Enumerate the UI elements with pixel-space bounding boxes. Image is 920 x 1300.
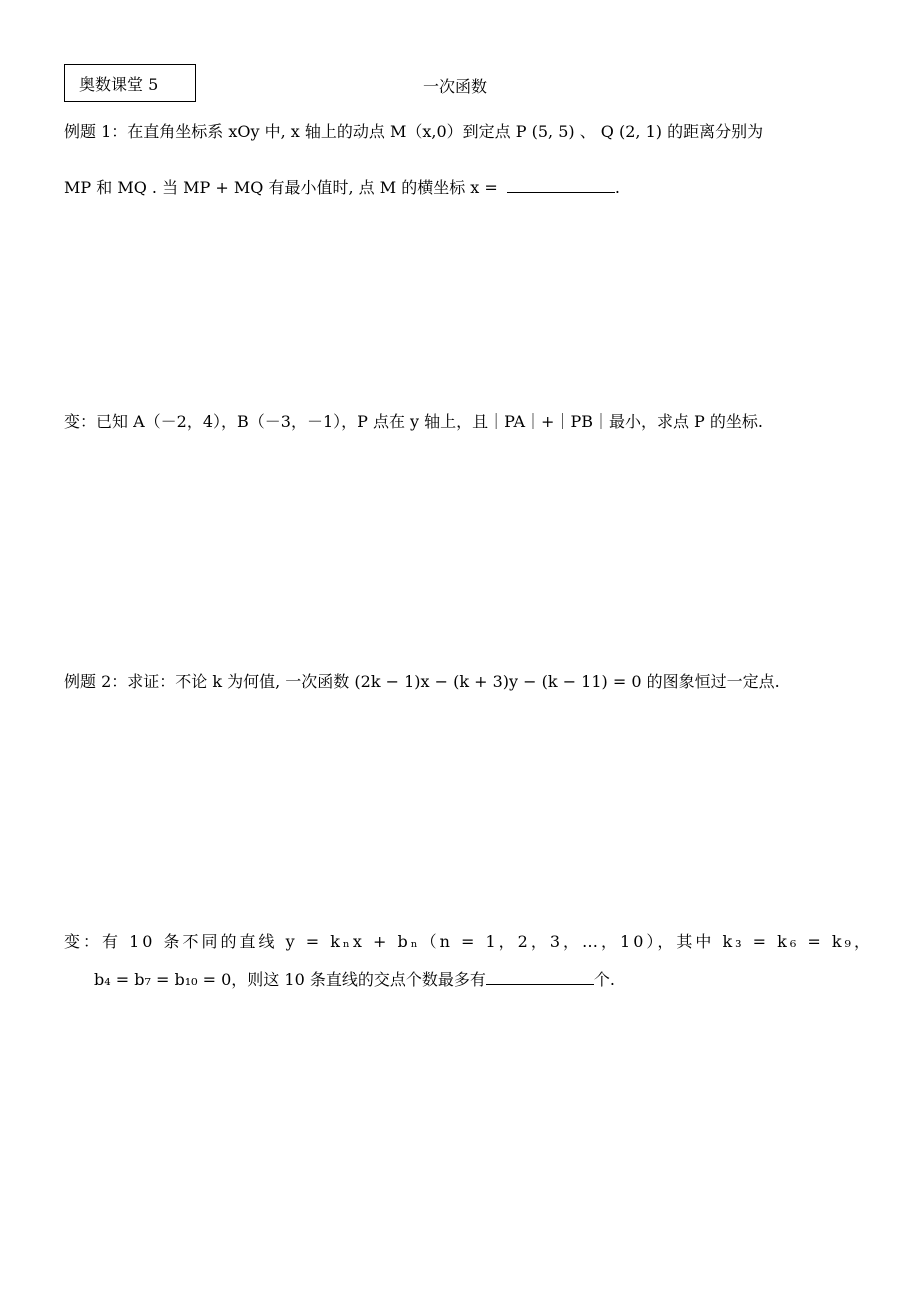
page-title: 一次函数 xyxy=(423,77,488,96)
example1-line2-text: MP 和 MQ . 当 MP + MQ 有最小值时, 点 M 的横坐标 x = xyxy=(64,178,498,197)
variant2-line1: 变：有 10 条不同的直线 y = kₙx + bₙ（n = 1，2，3，…，10），其中 k₃ = k₆ = k₉， xyxy=(64,932,873,951)
variant1-text: 变：已知 A（－2，4），B（－3，－1），P 点在 y 轴上，且｜PA｜+｜PB｜最小，求点 P 的坐标. xyxy=(64,412,763,431)
lesson-label-box xyxy=(64,64,196,102)
example2-text: 例题 2：求证：不论 k 为何值, 一次函数 (2k − 1)x − (k + 3)y − (k − 11) = 0 的图象恒过一定点. xyxy=(64,672,780,691)
variant2-line2 xyxy=(94,968,615,992)
answer-blank-2[interactable] xyxy=(486,968,594,985)
variant2-line2-text: b₄ = b₇ = b₁₀ = 0，则这 10 条直线的交点个数最多有 xyxy=(94,970,486,989)
answer-blank-1[interactable] xyxy=(507,176,615,193)
example1-line1: 例题 1：在直角坐标系 xOy 中, x 轴上的动点 M（x,0）到定点 P (5, 5) 、 Q (2, 1) 的距离分别为 xyxy=(64,122,764,141)
example1-line2 xyxy=(64,176,620,200)
example1-line2-end: . xyxy=(614,178,620,197)
lesson-label: 奥数课堂 5 xyxy=(79,74,159,94)
variant2-line2-end: 个. xyxy=(593,970,615,989)
